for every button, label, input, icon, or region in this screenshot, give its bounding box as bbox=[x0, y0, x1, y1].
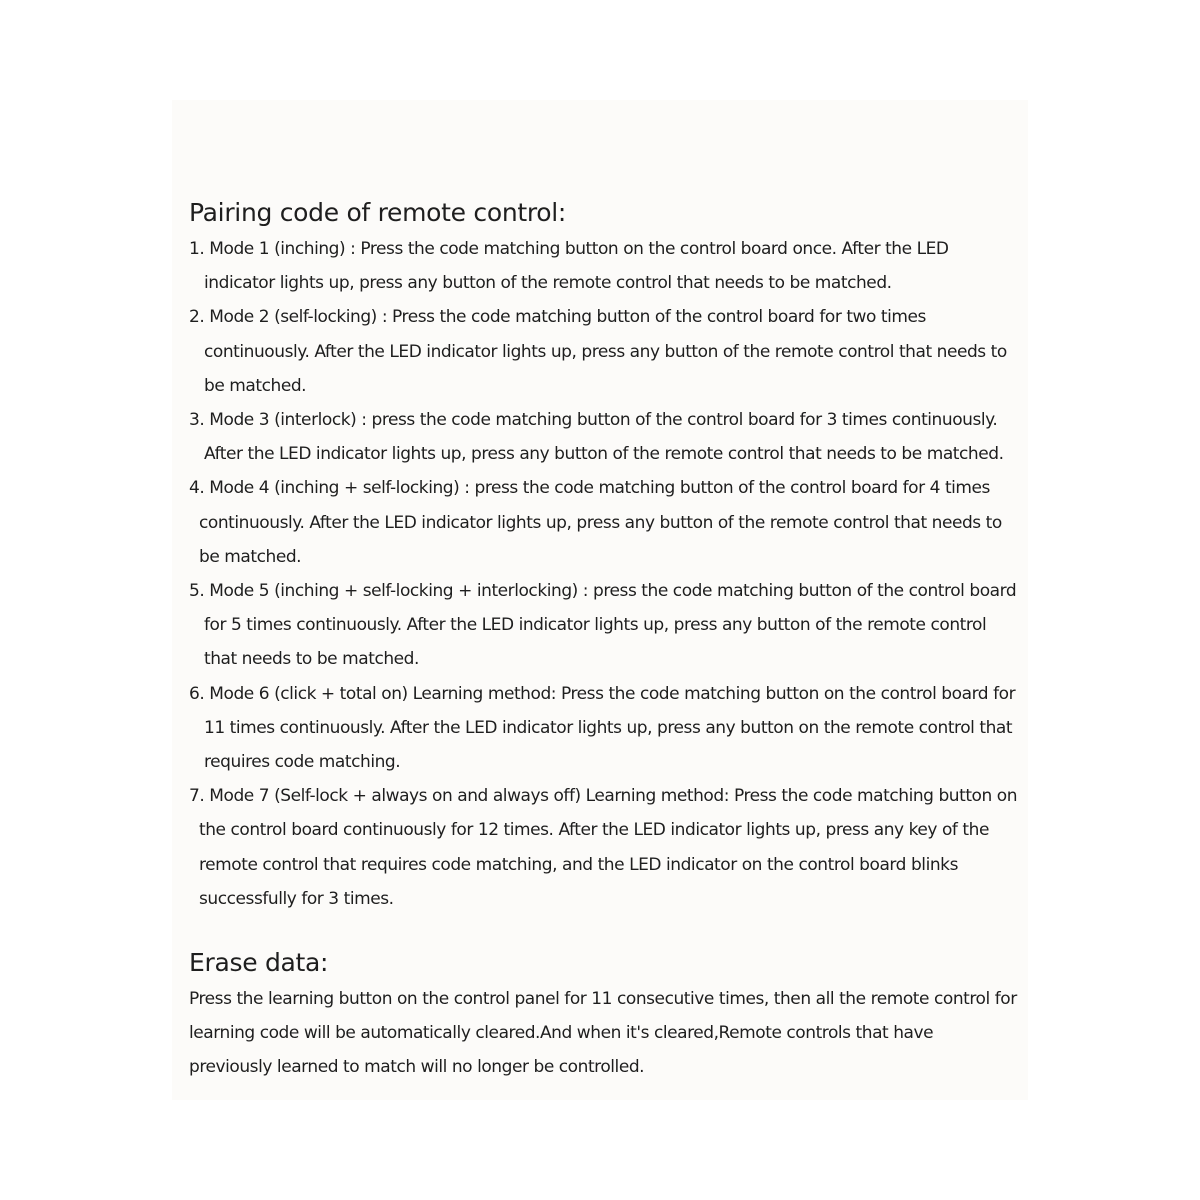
pairing-step-4: 4. Mode 4 (inching + self-locking) : press the code matching button of the control board for 4 times continuously. After the LED indicator lights up, press any button of the remote control that needs to be matched. bbox=[189, 478, 1002, 567]
pairing-step-2: 2. Mode 2 (self-locking) : Press the code matching button of the control board for two times continuously. After the LED indicator lights up, press any button of the remote control that needs to be matched. bbox=[189, 307, 1007, 396]
pairing-step-3: 3. Mode 3 (interlock) : press the code matching button of the control board for 3 times continuously. After the LED indicator lights up, press any button of the remote control that needs to be matched. bbox=[189, 410, 1004, 465]
erase-text: Press the learning button on the control panel for 11 consecutive times, then all the remote control for learning code will be automatically cleared.And when it's cleared,Remote controls that have previously learned to match will no longer be controlled. bbox=[189, 989, 1017, 1078]
pairing-step-1: 1. Mode 1 (inching) : Press the code matching button on the control board once. After the LED indicator lights up, press any button of the remote control that needs to be matched. bbox=[189, 239, 949, 294]
pairing-step-7: 7. Mode 7 (Self-lock + always on and always off) Learning method: Press the code matching button on the control board continuously for 12 times. After the LED indicator lights up, press any key of the remote control that requires code matching, and the LED indicator on the control board blinks successfully for 3 times. bbox=[189, 786, 1018, 909]
pairing-heading: Pairing code of remote control: bbox=[189, 198, 567, 227]
pairing-steps-list bbox=[189, 232, 1021, 916]
pairing-step-5: 5. Mode 5 (inching + self-locking + interlocking) : press the code matching button of the control board for 5 times continuously. After the LED indicator lights up, press any button of the remote control that needs to be matched. bbox=[189, 581, 1017, 670]
erase-heading: Erase data: bbox=[189, 948, 329, 978]
pairing-step-6: 6. Mode 6 (click + total on) Learning method: Press the code matching button on the control board for 11 times continuously. After the LED indicator lights up, press any button on the remote control that requires code matching. bbox=[189, 683, 1016, 773]
instruction-content bbox=[189, 194, 1021, 1085]
instruction-card bbox=[172, 100, 1028, 1100]
